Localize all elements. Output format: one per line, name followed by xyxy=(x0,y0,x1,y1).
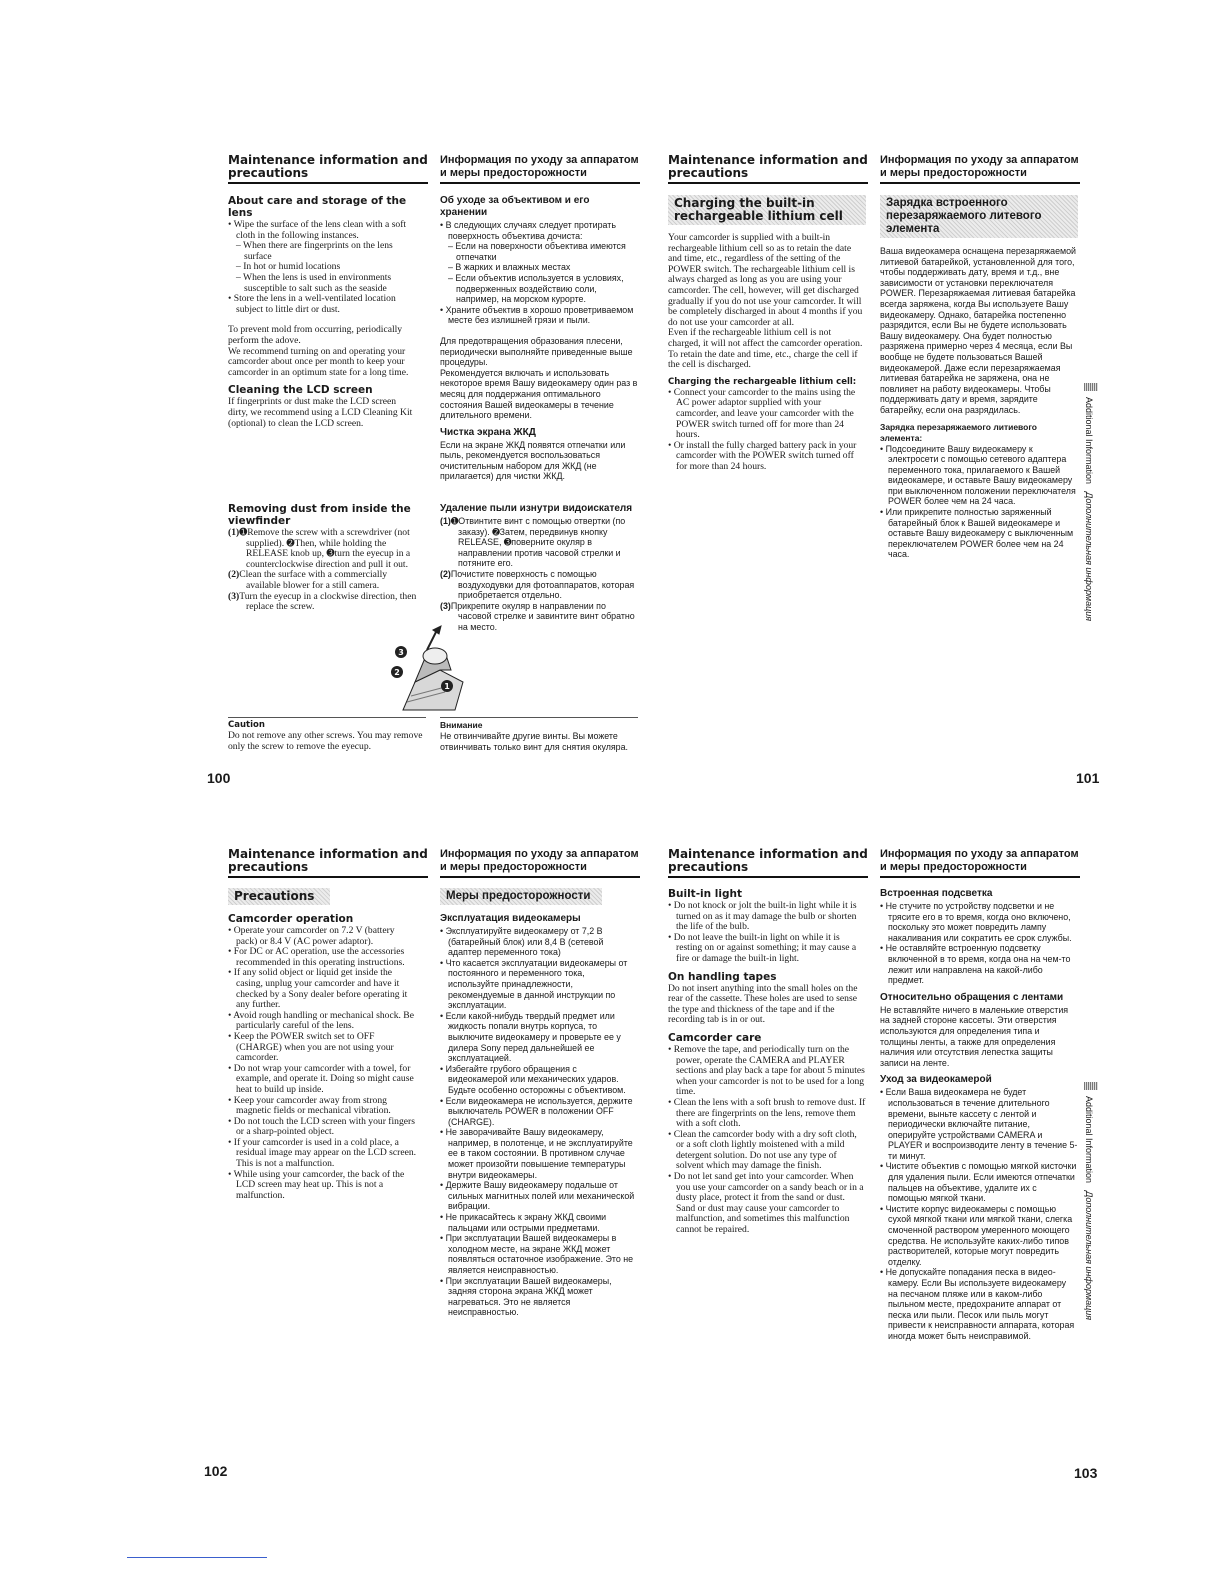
list-item: • При эксплуатации Вашей видеокамеры в холодном месте, на экране ЖКД может появляться остаточное изображение. Это не является неисправностью. xyxy=(440,1233,634,1275)
list-item: • Или прикрепите полностью заряженный батарейный блок к Вашей видеокамере и оставьте Вашу видеокамеру с выключенным переключателем POWER более чем на 24 часа. xyxy=(880,507,1074,560)
p101-en-column xyxy=(668,195,866,472)
handling-tapes-text-ru: Не вставляйте ничего в маленькие отверстия на задней стороне кассеты. Эти отверстия используются для определения типа и толщины ленты, а также для определения наличия или отсутствия лепестка защиты записи на ленте. xyxy=(880,1004,1069,1068)
p100-ru-viewfinder xyxy=(440,503,638,633)
list-item: • Do not let sand get into your camcorder. When you use your camcorder on a sandy beach or in a dusty place, protect it from the sand or dust. Sand or dust may cause your camcorder to malfunction, and sometimes this malfunction cannot be repaired. xyxy=(668,1171,864,1236)
built-in-light-list xyxy=(668,901,866,965)
side-tab xyxy=(1084,1082,1098,1320)
lcd-cleaning-title-ru: Чистка экрана ЖКД xyxy=(440,426,536,438)
precautions-band-ru: Меры предосторожности xyxy=(440,888,602,905)
viewfinder-title-ru: Удаление пыли изнутри видоискателя xyxy=(440,503,633,514)
list-item: • Clean the lens with a soft brush to remove dust. If there are fingerprints on the lens, remove them with a soft cloth. xyxy=(668,1096,866,1130)
svg-text:3: 3 xyxy=(398,648,404,657)
list-item: (2)Почистите поверхность с помощью воздуходувки для фотоаппаратов, которая приобретается отдельно. xyxy=(440,568,635,601)
p100-ru-column xyxy=(440,195,638,482)
viewfinder-steps-ru xyxy=(440,516,638,633)
list-item: • Не оставляйте встроенную подсветку включенной в то время, когда она на чем-то лежит или направлена на какой-либо предмет. xyxy=(880,943,1071,986)
page-number: 101 xyxy=(1076,770,1100,786)
section-header-ru: Информация по уходу за аппаратом и меры предосторожности xyxy=(440,154,640,184)
section-header-ru: Информация по уходу за аппаратом и меры предосторожности xyxy=(440,848,640,878)
list-item: • Do not wrap your camcorder with a towel, for example, and operate it. Doing so might cause heat to build up inside. xyxy=(228,1062,414,1095)
section-header-en: Maintenance information and precautions xyxy=(228,154,428,184)
side-tab-label-en: Additional Information xyxy=(1084,397,1094,485)
side-tab-label-ru: Дополнительная информация xyxy=(1084,492,1094,622)
caution-title-ru: Внимание xyxy=(440,720,483,730)
list-item: • Operate your camcorder on 7.2 V (battery pack) or 8.4 V (AC power adaptor). xyxy=(228,925,395,947)
list-item: • Если какой-нибудь твердый предмет или жидкость попали внутрь корпуса, то выключите видеокамеру и проверьте ее у дилера Sony перед дальнейшей ее эксплуатацией. xyxy=(440,1010,621,1064)
lens-care-title-ru: Об уходе за объективом и его хранении xyxy=(440,195,590,218)
p101-ru-column xyxy=(880,195,1078,560)
footer-link-underline xyxy=(127,1557,267,1558)
caution-text: Do not remove any other screws. You may remove only the screw to remove the eyecup. xyxy=(228,730,423,752)
list-item: (2)Clean the surface with a commercially available blower for a still camera. xyxy=(228,569,388,591)
side-tab-label-en: Additional Information xyxy=(1084,1096,1094,1184)
lithium-cell-text-ru: Ваша видеокамера оснащена перезаряжаемой литиевой батарейкой, установленной для того, чтобы поддерживать дату, время и т.д., вне зависимости от установки переключателя POWER. Перезаряжаемая литиевая батарейка всегда заряжена, когда Вы используете Вашу видеокамеру. Однако, батарейка постепенно разрядится, если Вы не будете использовать Вашу видеокамеру. Она будет полностью разряжена примерно через 4 месяца, если Вы вообще не будете пользоваться Вашей видеокамерой. Даже если перезаряжаемая литиевая батарейка не заряжена, она не повлияет на работу видеокамеры. Чтобы поддерживать дату и время, зарядите батарейку, если она разрядилась. xyxy=(880,246,1077,415)
recommend-text: We recommend turning on and operating your camcorder about once per month to keep your camcorder in an optimum state for a long time. xyxy=(228,345,409,378)
caution-box-ru xyxy=(440,720,645,752)
caution-divider xyxy=(228,717,426,718)
list-item: – Если объектив используется в условиях, подверженных воздействию соли, например, на морском курорте. xyxy=(448,272,624,305)
p102-en-column xyxy=(228,888,418,1201)
camcorder-operation-title: Camcorder operation xyxy=(228,913,354,925)
list-item: • Если Ваша видеокамера не будет использоваться в течение длительного времени, выньте кассету с лентой и периодически включайте питание, оперируйте устройствами CAMERA и PLAYER и воспроизводите ленту в течение 5-ти минут. xyxy=(880,1087,1078,1161)
list-item: • Avoid rough handling or mechanical shock. Be particularly careful of the lens. xyxy=(228,1009,414,1032)
camcorder-care-list xyxy=(668,1045,866,1236)
charging-list xyxy=(668,388,866,473)
list-item: • Do not leave the built-in light on while it is resting on or against something; it may cause a fire or damage the built-in light. xyxy=(668,931,857,964)
list-item: • Connect your camcorder to the mains using the AC power adaptor supplied with your camcorder, and leave your camcorder with the POWER switch turned off for more than 24 hours. xyxy=(668,386,856,441)
list-item: – Если на поверхности объектива имеются отпечатки xyxy=(448,241,626,262)
section-header-ru: Информация по уходу за аппаратом и меры предосторожности xyxy=(880,154,1080,184)
lithium-cell-text: Your camcorder is supplied with a built-in rechargeable lithium cell so as to retain the date and time, etc., regardless of the setting of the POWER switch. The rechargeable lithium cell is always charged as long as you are using your camcorder. The cell, however, will get discharged gradually if you do not use your camcorder. It will be completely discharged in about 4 months if you do not use your camcorder at all. xyxy=(668,232,863,328)
p100-en-column xyxy=(228,195,418,429)
camcorder-operation-title-ru: Эксплуатация видеокамеры xyxy=(440,913,581,924)
list-item: • If your camcorder is used in a cold place, a residual image may appear on the LCD screen. This is not a malfunction. xyxy=(228,1136,417,1170)
lens-care-list xyxy=(228,220,418,315)
camcorder-operation-list-ru xyxy=(440,926,638,1318)
charging-subtitle: Charging the rechargeable lithium cell: xyxy=(668,376,857,387)
handling-tapes-title: On handling tapes xyxy=(668,970,777,983)
camcorder-care-title: Camcorder care xyxy=(668,1031,762,1044)
side-tab xyxy=(1084,383,1098,621)
list-item: • Не стучите по устройству подсветки и не трясите его в то время, когда оно включено, поскольку это может повредить лампу накаливания или сократить ее срок службы. xyxy=(880,901,1072,943)
list-item: • Не допускайте попадания песка в видео-камеру. Если Вы используете видеокамеру на песчаном пляже или в каком-либо пыльном месте, предохраните аппарат от песка или пыли. Песок или пыль могут привести к неисправности аппарата, которая иногда может быть неисправимой. xyxy=(880,1267,1075,1341)
list-item: • Чистите корпус видеокамеры с помощью сухой мягкой ткани или мягкой ткани, слегка смоченной раствором умеренного моющего средства. Не используйте каких-либо типов растворителей, которые могут повредить отделку. xyxy=(880,1203,1073,1267)
list-item: • Do not touch the LCD screen with your fingers or a sharp-pointed object. xyxy=(228,1115,415,1138)
viewfinder-steps xyxy=(228,528,418,613)
charging-list-ru xyxy=(880,444,1078,561)
recommend-text-ru: Рекомендуется включать и использовать некоторое время Вашу видеокамеру один раз в месяц для поддержания оптимального состояния Вашей видеокамеры в течение длительного времени. xyxy=(440,367,638,421)
list-item: • Remove the tape, and periodically turn on the power, operate the CAMERA and PLAYER sections and play back a tape for about 5 minutes when your camcorder is not to be used for a long time. xyxy=(668,1043,865,1098)
page-number: 103 xyxy=(1074,1465,1098,1481)
viewfinder-title: Removing dust from inside the viewfinder xyxy=(228,503,411,527)
side-tab-marker xyxy=(1084,383,1098,391)
charging-subtitle-ru: Зарядка перезаряжаемого литиевого элемента: xyxy=(880,421,1037,443)
list-item: • Keep the POWER switch set to OFF (CHARGE) when you are not using your camcorder. xyxy=(228,1030,394,1064)
camcorder-care-list-ru xyxy=(880,1087,1078,1341)
list-item: • Wipe the surface of the lens clean with a soft cloth in the following instances. xyxy=(228,219,407,241)
list-item: • While using your camcorder, the back of the LCD screen may heat up. This is not a malfunction. xyxy=(228,1168,405,1201)
camcorder-operation-list xyxy=(228,926,418,1201)
list-item: (3)Прикрепите окуляр в направлении по часовой стрелке и завинтите винт обратно на место. xyxy=(440,600,635,632)
camcorder-care-title-ru: Уход за видеокамерой xyxy=(880,1074,992,1086)
list-item: – В жарких и влажных местах xyxy=(448,262,571,273)
precautions-band: Precautions xyxy=(228,888,330,905)
side-tab-label-ru: Дополнительная информация xyxy=(1084,1191,1094,1321)
lithium-cell-band: Charging the built-in rechargeable lithium cell xyxy=(668,195,866,225)
list-item: • Подсоедините Вашу видеокамеру к электросети с помощью сетевого адаптера переменного тока, прилагаемого к Вашей видеокамере, и оставьте Вашу видеокамеру при выключенном положении переключателя POWER более чем на 24 часа. xyxy=(880,443,1076,507)
list-item: • Держите Вашу видеокамеру подальше от сильных магнитных полей или механической вибрации. xyxy=(440,1180,635,1212)
list-item: • Эксплуатируйте видеокамеру от 7,2 В (батарейный блок) или 8,4 В (сетевой адаптер переменного тока) xyxy=(440,926,604,958)
list-item: • For DC or AC operation, use the accessories recommended in this operating instructions. xyxy=(228,946,405,968)
lens-care-title: About care and storage of the lens xyxy=(228,195,407,219)
list-item: • Чистите объектив с помощью мягкой кисточки для удаления пыли. Если имеются отпечатки пальцев на объективе, удалите их с помощью мягкой ткани. xyxy=(880,1161,1077,1204)
list-item: – When the lens is used in environments susceptible to salt such as the seaside xyxy=(236,271,392,294)
section-header-en: Maintenance information and precautions xyxy=(668,154,868,184)
list-item: • В следующих случаях следует протирать поверхность объектива дочиста: xyxy=(440,220,616,241)
list-item: • Or install the fully charged battery pack in your camcorder with the POWER switch turned off for more than 24 hours. xyxy=(668,439,857,472)
caution-text-ru: Не отвинчивайте другие винты. Вы можете отвинчивать только винт для снятия окуляра. xyxy=(440,731,629,752)
lcd-cleaning-title: Cleaning the LCD screen xyxy=(228,384,373,397)
list-item: • Если видеокамера не используется, держите выключатель POWER в положении OFF (CHARGE). xyxy=(440,1095,633,1127)
list-item: – When there are fingerprints on the lens surface xyxy=(236,240,393,262)
handling-tapes-text: Do not insert anything into the small holes on the rear of the cassette. These holes are used to sense the type and thickness of the tape and if the recording tab is in or out. xyxy=(668,982,858,1026)
lcd-cleaning-text: If fingerprints or dust make the LCD screen dirty, we recommend using a LCD Cleaning Kit (optional) to clean the LCD screen. xyxy=(228,396,413,429)
built-in-light-title: Built-in light xyxy=(668,888,742,900)
page-number: 102 xyxy=(204,1463,228,1479)
list-item: – In hot or humid locations xyxy=(236,261,341,273)
eyecup-removal-illustration xyxy=(385,622,475,714)
svg-text:1: 1 xyxy=(444,682,450,691)
list-item: • Не прикасайтесь к экрану ЖКД своими пальцами или острыми предметами. xyxy=(440,1212,607,1233)
caution-divider-ru xyxy=(440,717,638,718)
list-item: • Не заворачивайте Вашу видеокамеру, например, в полотенце, и не эксплуатируйте ее в таком состоянии. В противном случае может произойти повышение температуры внутри видеокамеры. xyxy=(440,1127,633,1180)
list-item: • Store the lens in a well-ventilated location subject to little dirt or dust. xyxy=(228,293,396,315)
lithium-cell-band-ru: Зарядка встроенного перезаряжаемого литевого элемента xyxy=(880,195,1078,238)
mold-text: To prevent mold from occurring, periodically perform the adove. xyxy=(228,324,403,346)
handling-tapes-title-ru: Относительно обращения с лентами xyxy=(880,991,1064,1003)
page-number: 100 xyxy=(207,770,231,786)
p103-en-column xyxy=(668,888,866,1236)
list-item: • Do not knock or jolt the built-in light while it is turned on as it may damage the bulb or shorten the life of the bulb. xyxy=(668,900,857,933)
list-item: (1)➊Remove the screw with a screwdriver (not supplied). ➋Then, while holding the RELEASE knob up, ➌turn the eyecup in a counterclockwise direction and pull it out. xyxy=(228,527,411,570)
list-item: • Храните объектив в хорошо проветриваемом месте без излишней грязи и пыли. xyxy=(440,304,634,326)
built-in-light-list-ru xyxy=(880,901,1078,986)
p102-ru-column xyxy=(440,888,638,1318)
list-item: • If any solid object or liquid get inside the casing, unplug your camcorder and have it checked by a Sony dealer before operating it any further. xyxy=(228,967,408,1011)
side-tab-marker xyxy=(1084,1082,1098,1090)
section-header-en: Maintenance information and precautions xyxy=(228,848,428,878)
lens-care-list-ru xyxy=(440,220,638,326)
list-item: • Избегайте грубого обращения с видеокамерой или механических ударов. Будьте особенно осторожны с объективом. xyxy=(440,1063,626,1095)
mold-text-ru: Для предотвращения образования плесени, периодически выполняйте приведенные выше процедуры. xyxy=(440,335,633,368)
list-item: (1)➊Отвинтите винт с помощью отвертки (по заказу). ➋Затем, передвинув кнопку RELEASE, ➌поверните окуляр в направлении против часовой стрелки и потяните его. xyxy=(440,516,626,569)
p103-ru-column xyxy=(880,888,1078,1342)
svg-text:2: 2 xyxy=(394,668,400,677)
p100-en-viewfinder xyxy=(228,503,418,613)
section-header-ru: Информация по уходу за аппаратом и меры предосторожности xyxy=(880,848,1080,878)
list-item: • Keep your camcorder away from strong magnetic fields or mechanical vibration. xyxy=(228,1094,391,1117)
lithium-cell-text-2: Even if the rechargeable lithium cell is not charged, it will not affect the camcorder operation. To retain the date and time, etc., charge the cell if the cell is discharged. xyxy=(668,327,863,371)
list-item: • Что касается эксплуатации видеокамеры от постоянного и переменного тока, используйте принадлежности, рекомендуемые в данной инструкции по эксплуатации. xyxy=(440,957,628,1011)
section-header-en: Maintenance information and precautions xyxy=(668,848,868,878)
list-item: • Clean the camcorder body with a dry soft cloth, or a soft cloth lightly moistened with a mild detergent solution. Do not use any type of solvent which may damage the finish. xyxy=(668,1128,857,1172)
lcd-cleaning-text-ru: Если на экране ЖКД появятся отпечатки или пыль, рекомендуется воспользоваться очистительным набором для ЖКД (не прилагается) для чистки ЖКД. xyxy=(440,439,626,482)
list-item: • При эксплуатации Вашей видеокамеры, задняя сторона экрана ЖКД может нагреваться. Это не является неисправностью. xyxy=(440,1275,612,1318)
caution-title: Caution xyxy=(228,720,265,730)
list-item: (3)Turn the eyecup in a clockwise direction, then replace the screw. xyxy=(228,590,417,613)
caution-box xyxy=(228,720,428,752)
built-in-light-title-ru: Встроенная подсветка xyxy=(880,888,993,899)
